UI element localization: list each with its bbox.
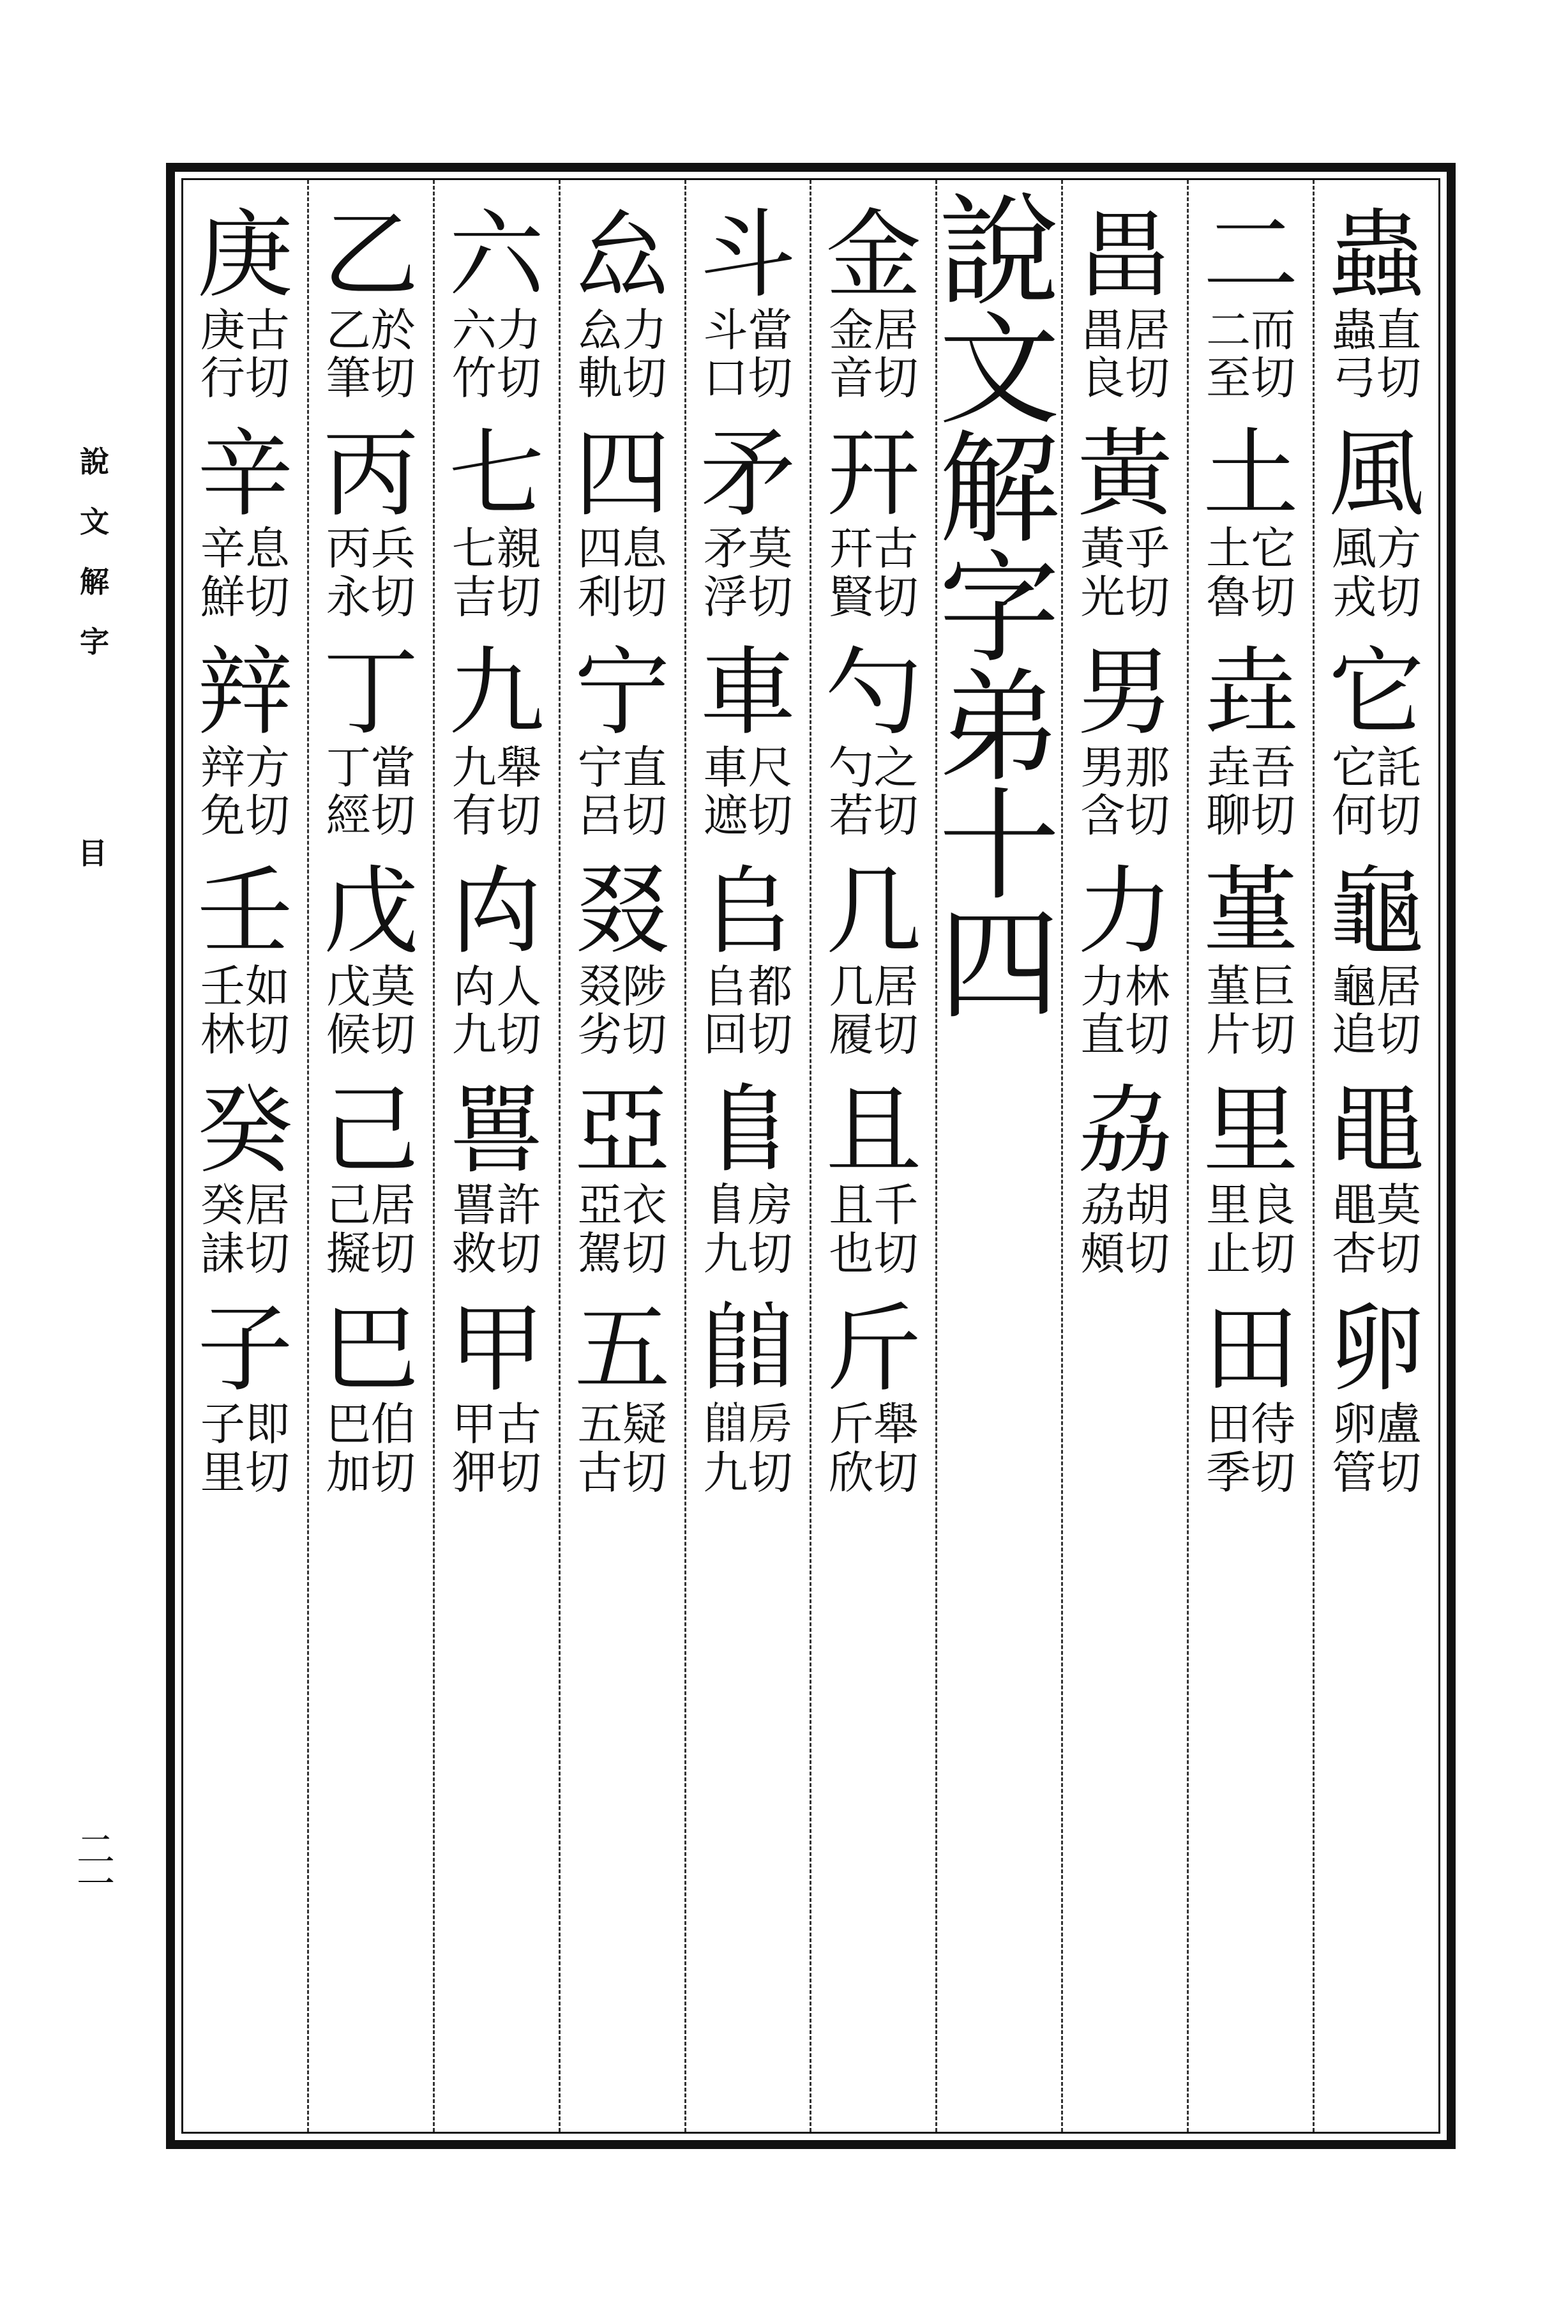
radical-entry — [1189, 856, 1313, 1061]
page-number-char: 一 — [77, 1862, 115, 1907]
fanqie-gloss — [829, 1397, 919, 1499]
radical-entry — [811, 200, 935, 405]
radical-entry — [435, 637, 559, 842]
radical-entry — [811, 637, 935, 842]
radical-entry — [309, 856, 433, 1061]
gloss-line: 九切 — [451, 1008, 541, 1061]
text-column — [684, 180, 810, 2132]
gloss-line: 蟲直 — [1332, 303, 1422, 356]
gloss-line: 厽力 — [577, 303, 667, 356]
seal-character: 亞 — [574, 1075, 670, 1187]
gloss-line: 也切 — [829, 1227, 919, 1280]
fanqie-gloss — [200, 741, 290, 842]
fanqie-gloss — [326, 1181, 416, 1278]
gloss-line: 至切 — [1206, 352, 1296, 405]
chapter-title-char: 四 — [939, 895, 1060, 1037]
seal-character: 四 — [574, 418, 670, 530]
gloss-line: 狎切 — [451, 1446, 541, 1499]
gloss-line: 力林 — [1080, 960, 1170, 1013]
gloss-line: 卵盧 — [1332, 1397, 1422, 1450]
gloss-line: 履切 — [829, 1008, 919, 1061]
seal-character: 九 — [448, 637, 545, 749]
fanqie-gloss — [1080, 741, 1170, 842]
seal-character: 七 — [448, 418, 545, 530]
gloss-line: 劦胡 — [1080, 1179, 1170, 1232]
margin-section-label: 目 — [78, 836, 107, 870]
seal-character: 𨺅 — [700, 1294, 796, 1406]
seal-character: 風 — [1329, 418, 1425, 530]
seal-character: 宁 — [574, 637, 670, 749]
radical-entry — [686, 637, 810, 842]
gloss-line: 若切 — [829, 789, 919, 842]
fanqie-gloss — [200, 960, 290, 1061]
gloss-line: 丁當 — [326, 741, 416, 794]
radical-entry — [309, 418, 433, 623]
gloss-line: 嘼許 — [451, 1179, 541, 1232]
radical-entry — [1063, 637, 1187, 842]
gloss-line: 辡方 — [200, 741, 290, 794]
radical-entry — [1315, 637, 1438, 842]
gloss-line: 片切 — [1206, 1008, 1296, 1061]
gloss-line: 勺之 — [829, 741, 919, 794]
fanqie-gloss — [200, 303, 290, 405]
fanqie-gloss — [577, 522, 667, 623]
radical-entry — [1063, 200, 1187, 405]
gloss-line: 七親 — [451, 522, 541, 575]
gloss-line: 九切 — [703, 1227, 793, 1280]
chapter-title-char: 文 — [939, 300, 1060, 442]
text-column — [1187, 180, 1313, 2132]
seal-character: 叕 — [574, 856, 670, 968]
fanqie-gloss — [577, 960, 667, 1061]
radical-entry — [686, 200, 810, 405]
fanqie-gloss — [703, 741, 793, 842]
seal-character: 幵 — [825, 418, 922, 530]
chapter-title-char: 弟 — [939, 657, 1060, 798]
fanqie-gloss — [326, 1397, 416, 1499]
fanqie-gloss — [1206, 960, 1296, 1061]
seal-character: 辛 — [197, 418, 293, 530]
radical-entry — [1189, 637, 1313, 842]
seal-character: 二 — [1203, 200, 1299, 311]
seal-character: 𨸏 — [700, 1075, 796, 1187]
fanqie-gloss — [326, 960, 416, 1061]
seal-character: 丁 — [322, 637, 419, 749]
gloss-line: 乙於 — [326, 303, 416, 356]
gloss-line: 金居 — [829, 303, 919, 356]
text-column — [183, 180, 307, 2132]
gloss-line: 光切 — [1080, 570, 1170, 623]
fanqie-gloss — [1332, 522, 1422, 623]
seal-character: 蟲 — [1329, 200, 1425, 311]
chapter-title-char: 說 — [939, 181, 1060, 323]
radical-entry — [561, 637, 684, 842]
text-column — [433, 180, 559, 2132]
gloss-line: 二而 — [1206, 303, 1296, 356]
seal-character: 乙 — [322, 200, 419, 311]
seal-character: 堇 — [1203, 856, 1299, 968]
page-frame — [166, 163, 1456, 2149]
gloss-line: 良切 — [1080, 352, 1170, 405]
seal-character: 矛 — [700, 418, 796, 530]
gloss-line: 戎切 — [1332, 570, 1422, 623]
radical-entry — [309, 637, 433, 842]
gloss-line: 音切 — [829, 352, 919, 405]
gloss-line: 𨸏房 — [703, 1179, 793, 1232]
radical-entry — [183, 418, 307, 623]
fanqie-gloss — [1080, 960, 1170, 1061]
gloss-line: 林切 — [200, 1008, 290, 1061]
radical-entry — [435, 856, 559, 1061]
seal-character: 男 — [1077, 637, 1173, 749]
gloss-line: 它託 — [1332, 741, 1422, 794]
fanqie-gloss — [704, 1181, 793, 1278]
gloss-line: 魯切 — [1206, 570, 1296, 623]
gloss-line: 含切 — [1080, 789, 1170, 842]
margin-title-char: 文 — [80, 505, 109, 539]
gloss-line: 擬切 — [326, 1227, 416, 1280]
gloss-line: 九舉 — [451, 741, 541, 794]
fanqie-gloss — [829, 303, 919, 405]
margin-page-number — [77, 1828, 115, 1907]
seal-character: 癸 — [197, 1075, 293, 1187]
seal-character: 黽 — [1329, 1075, 1425, 1187]
radical-entry — [435, 1294, 559, 1499]
seal-character: 己 — [322, 1075, 419, 1187]
radical-entry — [811, 1294, 935, 1499]
margin-title-char: 說 — [80, 444, 109, 479]
gloss-line: 弓切 — [1332, 352, 1422, 405]
seal-character: 壬 — [197, 856, 293, 968]
radical-entry — [686, 418, 810, 623]
text-column — [307, 180, 433, 2132]
seal-character: 辡 — [197, 637, 293, 749]
fanqie-gloss — [1206, 1181, 1295, 1278]
radical-entry — [561, 1075, 684, 1280]
gloss-line: 筆切 — [326, 352, 416, 405]
seal-character: 禸 — [448, 856, 545, 968]
gloss-line: 𠂤都 — [703, 960, 793, 1013]
gloss-line: 里切 — [200, 1446, 290, 1499]
text-column — [559, 180, 684, 2132]
gloss-line: 呂切 — [577, 789, 667, 842]
radical-entry — [1189, 418, 1313, 623]
fanqie-gloss — [1332, 1397, 1422, 1499]
fanqie-gloss — [452, 1181, 541, 1278]
seal-character: 庚 — [197, 200, 293, 311]
gloss-line: 垚吾 — [1206, 741, 1296, 794]
gloss-line: 禸人 — [451, 960, 541, 1013]
seal-character: 卵 — [1329, 1294, 1425, 1406]
chapter-title — [939, 181, 1060, 1037]
fanqie-gloss — [829, 960, 919, 1061]
gloss-line: 男那 — [1080, 741, 1170, 794]
fanqie-gloss — [326, 303, 416, 405]
radical-entry — [561, 200, 684, 405]
gloss-line: 古切 — [577, 1446, 667, 1499]
radical-entry — [435, 418, 559, 623]
radical-entry — [811, 418, 935, 623]
gloss-line: 癸居 — [200, 1179, 290, 1232]
gloss-line: 田待 — [1206, 1397, 1296, 1450]
gloss-line: 有切 — [451, 789, 541, 842]
radical-entry — [1063, 418, 1187, 623]
seal-character: 里 — [1203, 1075, 1299, 1187]
gloss-line: 經切 — [326, 789, 416, 842]
radical-entry — [811, 1075, 935, 1280]
gloss-line: 浮切 — [703, 570, 793, 623]
chapter-title-char: 十 — [939, 775, 1060, 917]
gloss-line: 斗當 — [703, 303, 793, 356]
seal-character: 五 — [574, 1294, 670, 1406]
fanqie-gloss — [829, 741, 919, 842]
radical-entry — [183, 1075, 307, 1280]
seal-character: 它 — [1329, 637, 1425, 749]
radical-entry — [183, 1294, 307, 1499]
radical-entry — [309, 200, 433, 405]
radical-entry — [1189, 1075, 1313, 1280]
seal-character: 力 — [1077, 856, 1173, 968]
gloss-line: 九切 — [703, 1446, 793, 1499]
radical-entry — [1063, 1075, 1187, 1280]
radical-entry — [561, 1294, 684, 1499]
gloss-line: 吉切 — [451, 570, 541, 623]
gloss-line: 四息 — [577, 522, 667, 575]
radical-entry — [309, 1294, 433, 1499]
gloss-line: 永切 — [326, 570, 416, 623]
gloss-line: 回切 — [703, 1008, 793, 1061]
radical-entry — [183, 200, 307, 405]
gloss-line: 畕居 — [1080, 303, 1170, 356]
fanqie-gloss — [578, 1181, 667, 1278]
gloss-line: 聊切 — [1206, 789, 1296, 842]
fanqie-gloss — [1206, 741, 1296, 842]
fanqie-gloss — [577, 741, 667, 842]
gloss-line: 辛息 — [200, 522, 290, 575]
fanqie-gloss — [326, 522, 416, 623]
gloss-line: 救切 — [451, 1227, 541, 1280]
gloss-line: 欣切 — [829, 1446, 919, 1499]
seal-character: 畕 — [1077, 200, 1173, 311]
radical-entry — [686, 856, 810, 1061]
seal-character: 且 — [825, 1075, 922, 1187]
gloss-line: 季切 — [1206, 1446, 1296, 1499]
fanqie-gloss — [577, 303, 667, 405]
text-column — [1061, 180, 1187, 2132]
fanqie-gloss — [451, 522, 541, 623]
seal-character: 甲 — [448, 1294, 545, 1406]
radical-entry — [183, 637, 307, 842]
gloss-line: 堇巨 — [1206, 960, 1296, 1013]
seal-character: 戊 — [322, 856, 419, 968]
seal-character: 劦 — [1077, 1075, 1173, 1187]
radical-entry — [561, 856, 684, 1061]
gloss-line: 駕切 — [577, 1227, 667, 1280]
seal-character: 金 — [825, 200, 922, 311]
gloss-line: 龜居 — [1332, 960, 1422, 1013]
gloss-line: 土它 — [1206, 522, 1296, 575]
gloss-line: 候切 — [326, 1008, 416, 1061]
seal-character: 斗 — [700, 200, 796, 311]
gloss-line: 車尺 — [703, 741, 793, 794]
fanqie-gloss — [200, 522, 290, 623]
gloss-line: 止切 — [1206, 1227, 1296, 1280]
gloss-line: 竹切 — [451, 352, 541, 405]
gloss-line: 軌切 — [577, 352, 667, 405]
gloss-line: 巴伯 — [326, 1397, 416, 1450]
fanqie-gloss — [200, 1181, 290, 1278]
seal-character: 土 — [1203, 418, 1299, 530]
gloss-line: 丙兵 — [326, 522, 416, 575]
fanqie-gloss — [577, 1397, 667, 1499]
radical-entry — [561, 418, 684, 623]
seal-character: 車 — [700, 637, 796, 749]
text-column — [935, 180, 1061, 2132]
margin-title-char: 字 — [80, 625, 109, 659]
fanqie-gloss — [1080, 303, 1170, 405]
seal-character: 勺 — [825, 637, 922, 749]
gloss-line: 幵古 — [829, 522, 919, 575]
radical-entry — [435, 1075, 559, 1280]
fanqie-gloss — [1206, 522, 1296, 623]
radical-entry — [1315, 1075, 1438, 1280]
gloss-line: 口切 — [703, 352, 793, 405]
radical-entry — [686, 1294, 810, 1499]
gloss-line: 免切 — [200, 789, 290, 842]
frame-inner — [181, 178, 1440, 2134]
seal-character: 斤 — [825, 1294, 922, 1406]
gloss-line: 庚古 — [200, 303, 290, 356]
fanqie-gloss — [1080, 1181, 1170, 1278]
gloss-line: 叕陟 — [577, 960, 667, 1013]
fanqie-gloss — [1332, 303, 1422, 405]
gloss-line: 己居 — [326, 1179, 416, 1232]
gloss-line: 几居 — [829, 960, 919, 1013]
gloss-line: 五疑 — [577, 1397, 667, 1450]
gloss-line: 壬如 — [200, 960, 290, 1013]
seal-character: 丙 — [322, 418, 419, 530]
fanqie-gloss — [451, 960, 541, 1061]
gloss-line: 子即 — [200, 1397, 290, 1450]
fanqie-gloss — [703, 303, 793, 405]
gloss-line: 𨺅房 — [703, 1397, 793, 1450]
seal-character: 巴 — [322, 1294, 419, 1406]
fanqie-gloss — [703, 960, 793, 1061]
seal-character: 六 — [448, 200, 545, 311]
radical-entry — [309, 1075, 433, 1280]
gloss-line: 直切 — [1080, 1008, 1170, 1061]
gloss-line: 管切 — [1332, 1446, 1422, 1499]
fanqie-gloss — [200, 1397, 290, 1499]
fanqie-gloss — [1206, 1397, 1296, 1499]
radical-entry — [1315, 1294, 1438, 1499]
seal-character: 田 — [1203, 1294, 1299, 1406]
seal-character: 厽 — [574, 200, 670, 311]
radical-entry — [811, 856, 935, 1061]
seal-character: 子 — [197, 1294, 293, 1406]
chapter-title-char: 字 — [939, 538, 1060, 680]
radical-entry — [1063, 856, 1187, 1061]
gloss-line: 宁直 — [577, 741, 667, 794]
gloss-line: 戊莫 — [326, 960, 416, 1013]
fanqie-gloss — [829, 522, 919, 623]
gloss-line: 且千 — [829, 1179, 919, 1232]
fanqie-gloss — [451, 303, 541, 405]
chapter-title-char: 解 — [939, 419, 1060, 561]
page-number-char: 二 — [77, 1828, 115, 1872]
fanqie-gloss — [1080, 522, 1170, 623]
gloss-line: 何切 — [1332, 789, 1422, 842]
gloss-line: 甲古 — [451, 1397, 541, 1450]
radical-entry — [1315, 200, 1438, 405]
fanqie-gloss — [1206, 303, 1296, 405]
gloss-line: 追切 — [1332, 1008, 1422, 1061]
gloss-line: 賢切 — [829, 570, 919, 623]
fanqie-gloss — [1332, 960, 1422, 1061]
gloss-line: 加切 — [326, 1446, 416, 1499]
gloss-line: 行切 — [200, 352, 290, 405]
gloss-line: 斤舉 — [829, 1397, 919, 1450]
gloss-line: 鮮切 — [200, 570, 290, 623]
gloss-line: 里良 — [1206, 1179, 1296, 1232]
fanqie-gloss — [326, 741, 416, 842]
gloss-line: 頰切 — [1080, 1227, 1170, 1280]
text-column — [1313, 180, 1438, 2132]
text-column — [810, 180, 935, 2132]
fanqie-gloss — [1332, 741, 1422, 842]
gloss-line: 劣切 — [577, 1008, 667, 1061]
fanqie-gloss — [703, 522, 793, 623]
fanqie-gloss — [829, 1181, 918, 1278]
fanqie-gloss — [1332, 1181, 1421, 1278]
radical-entry — [183, 856, 307, 1061]
gloss-line: 利切 — [577, 570, 667, 623]
seal-character: 𠂤 — [700, 856, 796, 968]
gloss-line: 遮切 — [703, 789, 793, 842]
fanqie-gloss — [703, 1397, 793, 1499]
margin-title-char: 解 — [80, 565, 109, 599]
gloss-line: 誄切 — [200, 1227, 290, 1280]
radical-entry — [1315, 856, 1438, 1061]
gloss-line: 亞衣 — [577, 1179, 667, 1232]
fanqie-gloss — [451, 1397, 541, 1499]
gloss-line: 六力 — [451, 303, 541, 356]
seal-character: 嘼 — [448, 1075, 545, 1187]
radical-entry — [686, 1075, 810, 1280]
seal-character: 垚 — [1203, 637, 1299, 749]
gloss-line: 風方 — [1332, 522, 1422, 575]
gloss-line: 黃乎 — [1080, 522, 1170, 575]
radical-entry — [1189, 200, 1313, 405]
gloss-line: 矛莫 — [703, 522, 793, 575]
margin-book-title — [75, 444, 114, 687]
seal-character: 龜 — [1329, 856, 1425, 968]
fanqie-gloss — [451, 741, 541, 842]
gloss-line: 黽莫 — [1332, 1179, 1422, 1232]
seal-character: 几 — [825, 856, 922, 968]
gloss-line: 杏切 — [1332, 1227, 1422, 1280]
radical-entry — [435, 200, 559, 405]
radical-entry — [1315, 418, 1438, 623]
seal-character: 黃 — [1077, 418, 1173, 530]
radical-entry — [1189, 1294, 1313, 1499]
